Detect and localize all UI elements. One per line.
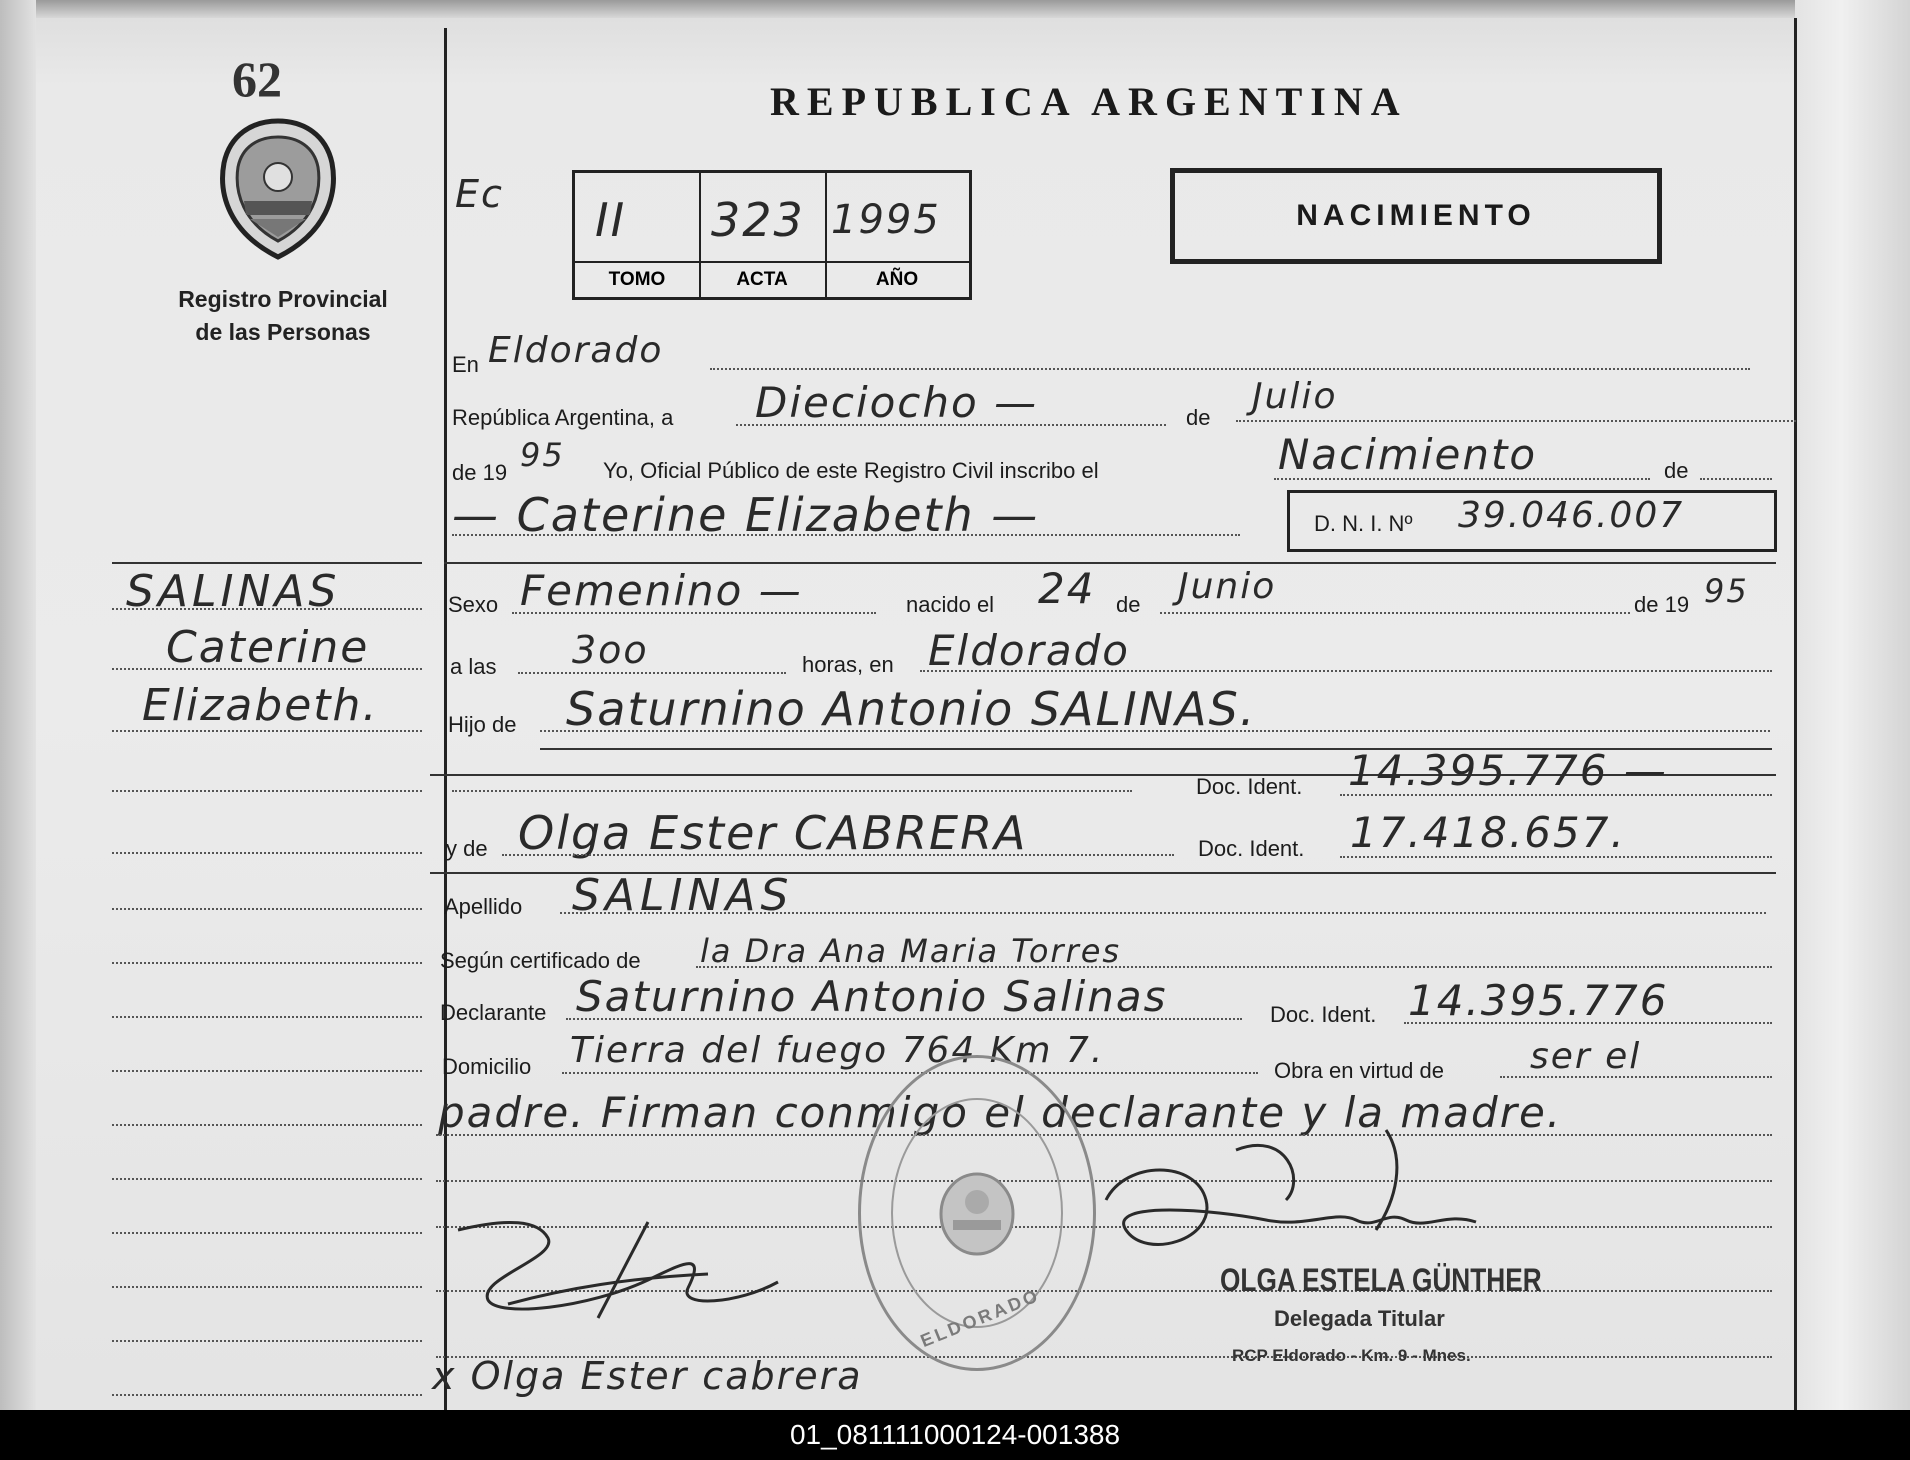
oficial-text: Yo, Oficial Público de este Registro Civil inscribo el xyxy=(603,458,1099,483)
country-title: REPUBLICA ARGENTINA xyxy=(770,79,1408,124)
provincia-de-misiones-seal-icon xyxy=(214,115,342,265)
official-office: RCP Eldorado - Km. 9 - Mnes. xyxy=(1232,1346,1471,1365)
doc-label-mother: Doc. Ident. xyxy=(1198,836,1305,861)
ec-mark: Ec xyxy=(455,172,504,216)
month-value: Julio xyxy=(1252,376,1338,417)
year-prefix: de 19 xyxy=(452,460,508,485)
acta-label: ACTA xyxy=(736,269,788,290)
form-right-border xyxy=(1794,18,1797,1410)
declarante-value: Saturnino Antonio Salinas xyxy=(576,972,1168,1021)
margin-surname: SALINAS xyxy=(126,566,341,617)
tomo-label: TOMO xyxy=(608,269,666,290)
yde-label: y de xyxy=(446,836,488,861)
record-number-box xyxy=(572,170,972,300)
de-label-2: de xyxy=(1664,458,1689,483)
de-label-3: de xyxy=(1116,592,1141,617)
en-label: En xyxy=(452,352,479,377)
segun-label: Según certificado de xyxy=(440,948,641,973)
obra-label: Obra en virtud de xyxy=(1274,1058,1444,1083)
acta-value: 323 xyxy=(711,193,805,247)
birth-day: 24 xyxy=(1038,564,1096,613)
ano-label: AÑO xyxy=(875,269,919,290)
page-number: 62 xyxy=(232,51,282,107)
birth-month: Junio xyxy=(1178,566,1277,607)
margin-divider xyxy=(444,28,447,1410)
mother-doc: 17.418.657. xyxy=(1350,808,1626,857)
coat-of-arms-icon xyxy=(935,1168,1019,1260)
birth-year: 95 xyxy=(1704,572,1749,610)
declarant-signature-icon xyxy=(448,1208,788,1328)
segun-value: la Dra Ana Maria Torres xyxy=(700,932,1122,970)
official-title: Delegada Titular xyxy=(1274,1306,1445,1331)
mother-signature: x Olga Ester cabrera xyxy=(432,1354,863,1398)
sexo-label: Sexo xyxy=(448,592,499,617)
file-id: 01_081111000124-001388 xyxy=(789,1419,1121,1450)
margin-name-2: Elizabeth. xyxy=(142,680,379,731)
nacido-label: nacido el xyxy=(906,592,995,617)
stamp-text: ELDORADO xyxy=(917,1284,1043,1352)
domicilio-value: Tierra del fuego 764 Km 7. xyxy=(570,1030,1105,1071)
domicilio-label: Domicilio xyxy=(442,1054,532,1079)
official-signature-icon xyxy=(1086,1120,1506,1270)
en-value: Eldorado xyxy=(488,330,664,371)
margin-name-1: Caterine xyxy=(166,622,370,673)
obra-continuation: padre. Firman conmigo el declarante y la madre. xyxy=(438,1088,1563,1137)
top-edge xyxy=(0,0,1910,18)
declarante-doc: 14.395.776 xyxy=(1408,976,1669,1025)
official-name: OLGA ESTELA GÜNTHER xyxy=(1220,1262,1542,1298)
father-doc: 14.395.776 — xyxy=(1348,746,1668,795)
child-name: — Caterine Elizabeth — xyxy=(452,488,1040,542)
year-value: 95 xyxy=(520,436,565,474)
republica-label: República Argentina, a xyxy=(452,405,674,430)
mother-name: Olga Ester CABRERA xyxy=(518,806,1028,860)
book-spine xyxy=(0,0,36,1410)
official-stamp xyxy=(858,1055,1096,1371)
alas-label: a las xyxy=(450,654,497,679)
father-name: Saturnino Antonio SALINAS. xyxy=(566,682,1257,736)
dni-box xyxy=(1287,490,1777,552)
dni-label: D. N. I. Nº xyxy=(1314,511,1413,536)
sexo-value: Femenino — xyxy=(520,566,803,615)
registry-label: Registro Provincial de las Personas xyxy=(178,286,388,345)
record-type-box: NACIMIENTO xyxy=(1170,168,1662,264)
de-label: de xyxy=(1186,405,1211,430)
hour-value: 3oo xyxy=(572,628,649,672)
birth-year-prefix: de 19 xyxy=(1634,592,1690,617)
place-value: Eldorado xyxy=(928,626,1130,675)
apellido-value: SALINAS xyxy=(572,870,794,921)
tomo-value: II xyxy=(595,193,627,247)
ano-value: 1995 xyxy=(831,197,941,243)
hijo-label: Hijo de xyxy=(448,712,517,737)
inscribo-value: Nacimiento xyxy=(1278,430,1538,479)
right-page-edge xyxy=(1795,0,1910,1410)
doc-label-declarante: Doc. Ident. xyxy=(1270,1002,1377,1027)
declarante-label: Declarante xyxy=(440,1000,547,1025)
obra-value: ser el xyxy=(1530,1036,1642,1077)
doc-label-father: Doc. Ident. xyxy=(1196,774,1303,799)
file-id-bar xyxy=(0,1410,1910,1460)
day-value: Dieciocho — xyxy=(755,378,1039,427)
apellido-label: Apellido xyxy=(444,894,523,919)
dni-value: 39.046.007 xyxy=(1458,495,1685,536)
horas-label: horas, en xyxy=(802,652,894,677)
